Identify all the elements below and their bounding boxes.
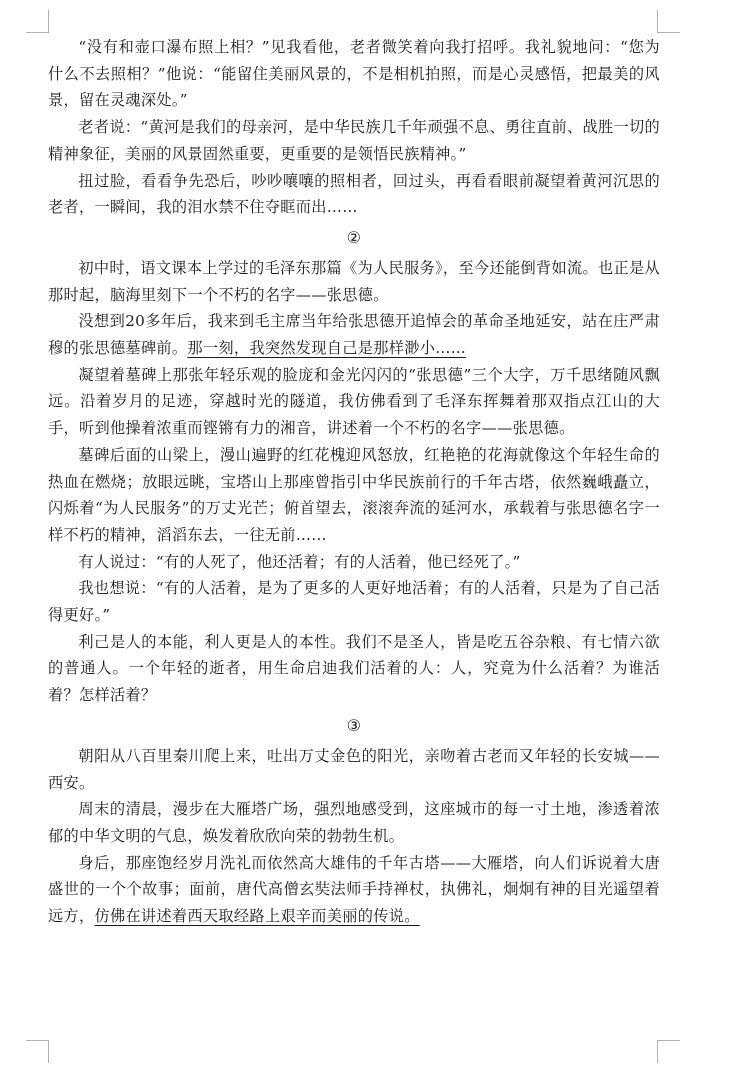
paragraph: 凝望着墓碑上那张年轻乐观的脸庞和金光闪闪的“张思德”三个大字，万千思绪随风飘远。沿着岁月的足迹，穿越时光的隧道，我仿佛看到了毛泽东挥舞着那双指点江山的大手，听到他操着浓重而铿锵有力的湘音，讲述着一个不朽的名字——张思德。 — [48, 365, 660, 438]
underlined-sentence: 仿佛在讲述着西天取经路上艰辛而美丽的传说。 — [94, 907, 420, 926]
paragraph: 周末的清晨，漫步在大雁塔广场，强烈地感受到，这座城市的每一寸土地，渗透着浓郁的中华文明的气息，焕发着欣欣向荣的勃勃生机。 — [48, 800, 660, 845]
crop-mark-bottom-right — [657, 1040, 680, 1063]
crop-mark-bottom-left — [26, 1040, 49, 1063]
paragraph: 身后，那座饱经岁月洗礼而依然高大雄伟的千年古塔——大雁塔，向人们诉说着大唐盛世的一个个故事；面前，唐代高僧玄奘法师手持禅杖，执佛礼，炯炯有神的目光遥望着远方，仿佛在讲述着西天取经路上艰辛而美丽的传说。 — [48, 853, 660, 926]
section-marker: ③ — [346, 715, 362, 735]
paragraph: 墓碑后面的山梁上，漫山遍野的红花槐迎风怒放，红艳艳的花海就像这个年轻生命的热血在燃烧；放眼远眺，宝塔山上那座曾指引中华民族前行的千年古塔，依然巍峨矗立，闪烁着“为人民服务”的万丈光芒；俯首望去，滚滚奔流的延河水，承载着与张思德名字一样不朽的精神，滔滔东去，一往无前…… — [48, 445, 660, 544]
paragraph: 没想到20多年后，我来到毛主席当年给张思德开追悼会的革命圣地延安，站在庄严肃穆的张思德墓碑前。那一刻，我突然发现自己是那样渺小…… — [48, 312, 660, 358]
paragraph: 老者说：“黄河是我们的母亲河，是中华民族几千年顽强不息、勇往直前、战胜一切的精神象征，美丽的风景固然重要，更重要的是领悟民族精神。” — [48, 118, 660, 163]
paragraph: “没有和壶口瀑布照上相？”见我看他，老者微笑着向我打招呼。我礼貌地问：“您为什么不去照相？”他说：“能留住美丽风景的，不是相机拍照，而是心灵感悟，把最美的风景，留在灵魂深处。” — [48, 38, 660, 110]
paragraph: 初中时，语文课本上学过的毛泽东那篇《为人民服务》，至今还能倒背如流。也正是从那时起，脑海里刻下一个不朽的名字——张思德。 — [48, 258, 660, 304]
paragraph: 有人说过：“有的人死了，他还活着；有的人活着，他已经死了。” — [78, 552, 521, 571]
crop-mark-top-left — [26, 10, 49, 33]
paragraph: 我也想说：“有的人活着，是为了更多的人更好地活着；有的人活着，只是为了自己活得更好。” — [48, 579, 660, 625]
crop-mark-top-right — [657, 10, 680, 33]
underlined-sentence: 那一刻，我突然发现自己是那样渺小…… — [187, 339, 467, 358]
paragraph: 扭过脸，看看争先恐后，吵吵嚷嚷的照相者，回过头，再看看眼前凝望着黄河沉思的老者，一瞬间，我的泪水禁不住夺眶而出…… — [48, 171, 660, 217]
paragraph: 利己是人的本能，利人更是人的本性。我们不是圣人，皆是吃五谷杂粮、有七情六欲的普通人。一个年轻的逝者，用生命启迪我们活着的人：人，究竟为什么活着？为谁活着？怎样活着？ — [48, 632, 660, 705]
article-body — [48, 34, 660, 930]
paragraph: 朝阳从八百里秦川爬上来，吐出万丈金色的阳光，亲吻着古老而又年轻的长安城——西安。 — [48, 746, 660, 792]
section-marker: ② — [346, 227, 362, 247]
